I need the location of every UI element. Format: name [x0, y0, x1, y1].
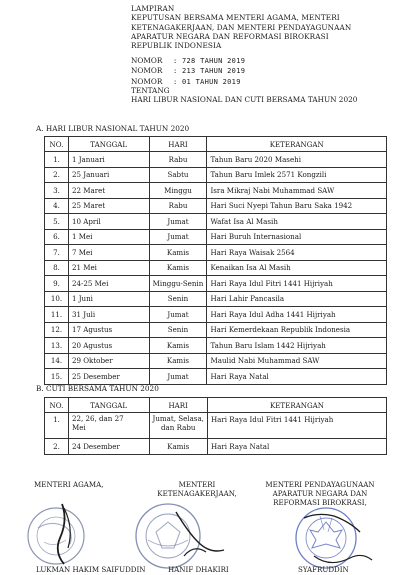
- header-line: KEPUTUSAN BERSAMA MENTERI AGAMA, MENTERI: [131, 13, 340, 23]
- cell-keterangan: Hari Raya Waisak 2564: [207, 245, 387, 261]
- cell-hari: Sabtu: [149, 167, 207, 183]
- cell-no: 14.: [45, 353, 69, 369]
- cell-keterangan: Tahun Baru 2020 Masehi: [207, 152, 387, 168]
- table-row: [45, 229, 387, 245]
- cell-keterangan: Kenaikan Isa Al Masih: [207, 260, 387, 276]
- cell-keterangan: Maulid Nabi Muhammad SAW: [207, 353, 387, 369]
- col-header-keterangan: KETERANGAN: [207, 398, 386, 413]
- cell-keterangan: Isra Mikraj Nabi Muhammad SAW: [207, 183, 387, 199]
- holiday-table: [44, 136, 387, 385]
- cell-tanggal: 7 Mei: [68, 245, 149, 261]
- tentang-text: HARI LIBUR NASIONAL DAN CUTI BERSAMA TAHUN 2020: [131, 95, 358, 105]
- cell-keterangan: Hari Lahir Pancasila: [207, 291, 387, 307]
- cell-tanggal: 1 Januari: [68, 152, 149, 168]
- ministry-manpower-stamp-icon: [128, 492, 232, 572]
- table-row: [45, 245, 387, 261]
- tentang-label: TENTANG: [131, 86, 170, 95]
- cell-tanggal: 1 Mei: [68, 229, 149, 245]
- sig-title-line: APARATUR NEGARA DAN: [272, 489, 368, 498]
- sig-title-line: MENTERI PENDAYAGUNAAN: [265, 480, 375, 489]
- col-header-no: NO.: [45, 398, 69, 413]
- decree-subject: [131, 86, 357, 105]
- cell-hari: Jumat: [149, 369, 207, 385]
- decree-number-label: NOMOR: [131, 66, 163, 76]
- cell-keterangan: Hari Raya Natal: [207, 369, 387, 385]
- table-row: [45, 353, 387, 369]
- table-row: [45, 291, 387, 307]
- sig-title-line: KETENAGAKERJAAN,: [157, 489, 237, 498]
- cell-hari-line: dan Rabu: [161, 422, 196, 432]
- cell-no: 12.: [45, 322, 69, 338]
- table-row: [45, 413, 387, 439]
- cell-tanggal: 22 Maret: [68, 183, 149, 199]
- decree-number-label: NOMOR: [131, 56, 163, 65]
- cell-no: 6.: [45, 229, 69, 245]
- table-row: [45, 276, 387, 292]
- cell-hari: Senin: [149, 322, 207, 338]
- cell-tanggal: 29 Oktober: [68, 353, 149, 369]
- lampiran-header: [131, 4, 351, 50]
- cell-keterangan: Hari Suci Nyepi Tahun Baru Saka 1942: [207, 198, 387, 214]
- cuti-table: [44, 397, 387, 455]
- cell-hari: Jumat: [149, 214, 207, 230]
- header-line: APARATUR NEGARA DAN REFORMASI BIROKRASI: [131, 31, 329, 41]
- ministry-panrb-stamp-icon: [284, 498, 378, 574]
- cell-hari: Jumat: [149, 307, 207, 323]
- sig-title-agama: MENTERI AGAMA,: [34, 480, 104, 489]
- sig-name-panrb: SYAFRUDDIN: [298, 565, 349, 574]
- cell-hari-line: Jumat, Selasa,: [152, 414, 204, 423]
- cell-no: 9.: [45, 276, 69, 292]
- cell-hari: Rabu: [149, 152, 207, 168]
- table-row: [45, 152, 387, 168]
- cell-keterangan: Tahun Baru Imlek 2571 Kongzili: [207, 167, 387, 183]
- cell-no: 2.: [45, 439, 69, 455]
- col-header-no: NO.: [45, 137, 69, 152]
- table-row: [45, 260, 387, 276]
- cell-keterangan: Hari Buruh Internasional: [207, 229, 387, 245]
- decree-number-row: [131, 56, 245, 66]
- cell-no: 8.: [45, 260, 69, 276]
- sig-name-naker: HANIF DHAKIRI: [168, 565, 229, 574]
- cell-hari: Kamis: [149, 260, 207, 276]
- cell-hari: [149, 413, 207, 439]
- sig-title-line: REFORMASI BIROKRASI,: [273, 498, 367, 507]
- cell-tanggal: 24 Desember: [68, 439, 149, 455]
- cell-hari: Kamis: [149, 353, 207, 369]
- cell-tanggal: 31 Juli: [68, 307, 149, 323]
- section-b-title: B. CUTI BERSAMA TAHUN 2020: [36, 384, 159, 393]
- decree-number-row: [131, 66, 245, 76]
- cell-no: 13.: [45, 338, 69, 354]
- cell-no: 10.: [45, 291, 69, 307]
- cell-hari: Rabu: [149, 198, 207, 214]
- cell-tanggal-line: Mei: [71, 422, 86, 432]
- table-row: [45, 307, 387, 323]
- cell-hari: Minggu-Senin: [149, 276, 207, 292]
- cell-tanggal: 1 Juni: [68, 291, 149, 307]
- sig-title-line: MENTERI: [178, 480, 216, 489]
- cell-keterangan: Hari Raya Idul Adha 1441 Hijriyah: [207, 307, 387, 323]
- table-row: [45, 214, 387, 230]
- table-row: [45, 198, 387, 214]
- cell-keterangan: Hari Raya Idul Fitri 1441 Hijriyah: [207, 413, 386, 439]
- cell-tanggal: 10 April: [68, 214, 149, 230]
- cell-no: 11.: [45, 307, 69, 323]
- decree-number-value: : 213 TAHUN 2019: [173, 67, 246, 76]
- col-header-hari: HARI: [149, 137, 207, 152]
- cell-hari: Kamis: [149, 338, 207, 354]
- table-row: [45, 338, 387, 354]
- cell-tanggal-line: 22, 26, dan 27: [71, 414, 124, 423]
- section-a-title: A. HARI LIBUR NASIONAL TAHUN 2020: [36, 124, 190, 133]
- sig-name-agama: LUKMAN HAKIM SAIFUDDIN: [36, 565, 146, 574]
- cell-hari: Senin: [149, 291, 207, 307]
- table-row: [45, 167, 387, 183]
- cell-keterangan: Wafat Isa Al Masih: [207, 214, 387, 230]
- table-header-row: [45, 137, 387, 152]
- header-line: LAMPIRAN: [131, 4, 175, 13]
- table-row: [45, 439, 387, 455]
- cell-hari: Minggu: [149, 183, 207, 199]
- cell-tanggal: 25 Januari: [68, 167, 149, 183]
- col-header-keterangan: KETERANGAN: [207, 137, 387, 152]
- decree-number-value: : 01 TAHUN 2019: [173, 77, 241, 86]
- cell-tanggal: [68, 413, 149, 439]
- table-row: [45, 322, 387, 338]
- table-header-row: [45, 398, 387, 413]
- header-line: REPUBLIK INDONESIA: [131, 41, 222, 51]
- table-row: [45, 369, 387, 385]
- cell-tanggal: 25 Maret: [68, 198, 149, 214]
- cell-no: 2.: [45, 167, 69, 183]
- cell-no: 7.: [45, 245, 69, 261]
- cell-keterangan: Tahun Baru Islam 1442 Hijriyah: [207, 338, 387, 354]
- table-row: [45, 183, 387, 199]
- col-header-tanggal: TANGGAL: [68, 137, 149, 152]
- cell-tanggal: 17 Agustus: [68, 322, 149, 338]
- cell-no: 4.: [45, 198, 69, 214]
- cell-tanggal: 24-25 Mei: [68, 276, 149, 292]
- cell-tanggal: 21 Mei: [68, 260, 149, 276]
- cell-tanggal: 20 Agustus: [68, 338, 149, 354]
- cell-keterangan: Hari Raya Natal: [207, 439, 386, 455]
- col-header-hari: HARI: [149, 398, 207, 413]
- cell-hari: Kamis: [149, 439, 207, 455]
- cell-hari: Kamis: [149, 245, 207, 261]
- cell-keterangan: Hari Raya Idul Fitri 1441 Hijriyah: [207, 276, 387, 292]
- cell-no: 15.: [45, 369, 69, 385]
- cell-hari: Jumat: [149, 229, 207, 245]
- cell-no: 1.: [45, 152, 69, 168]
- cell-tanggal: 25 Desember: [68, 369, 149, 385]
- cell-no: 5.: [45, 214, 69, 230]
- cell-no: 3.: [45, 183, 69, 199]
- header-line: KETENAGAKERJAAN, DAN MENTERI PENDAYAGUNAAN: [131, 22, 352, 32]
- ministry-religion-stamp-icon: [20, 498, 96, 570]
- cell-no: 1.: [45, 413, 69, 439]
- col-header-tanggal: TANGGAL: [68, 398, 149, 413]
- decree-number-value: : 728 TAHUN 2019: [173, 57, 246, 65]
- decree-number-label: NOMOR: [131, 76, 163, 86]
- cell-keterangan: Hari Kemerdekaan Republik Indonesia: [207, 322, 387, 338]
- decree-numbers: [131, 56, 245, 87]
